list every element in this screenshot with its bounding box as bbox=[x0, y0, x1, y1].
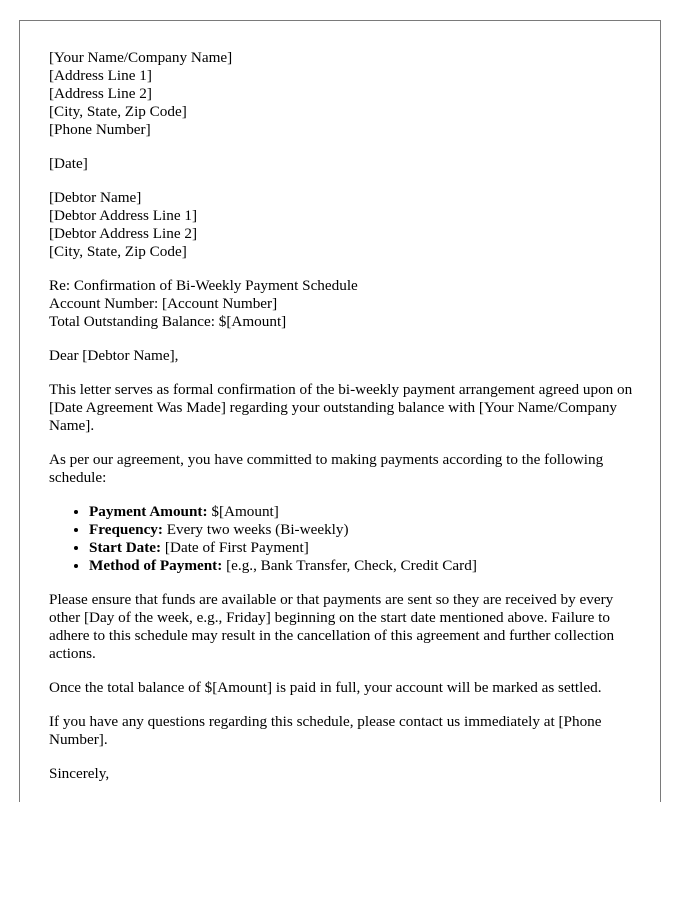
sender-address-line-2: [Address Line 2] bbox=[49, 85, 152, 102]
letter-content bbox=[49, 49, 639, 799]
date-text: [Date] bbox=[49, 155, 88, 172]
sender-city-state-zip: [City, State, Zip Code] bbox=[49, 103, 187, 120]
outstanding-balance-line: Total Outstanding Balance: $[Amount] bbox=[49, 313, 287, 330]
sender-name: [Your Name/Company Name] bbox=[49, 49, 233, 66]
schedule-term: Start Date: bbox=[89, 539, 162, 556]
list-item bbox=[89, 539, 639, 557]
recipient-address bbox=[49, 189, 639, 261]
subject-line: Re: Confirmation of Bi-Weekly Payment Schedule bbox=[49, 277, 358, 294]
recipient-address-line-2: [Debtor Address Line 2] bbox=[49, 225, 198, 242]
schedule-value: [Date of First Payment] bbox=[161, 539, 309, 556]
schedule-term: Frequency: bbox=[89, 521, 163, 538]
list-item bbox=[89, 557, 639, 575]
list-item bbox=[89, 521, 639, 539]
sender-phone: [Phone Number] bbox=[49, 121, 151, 138]
questions-paragraph: If you have any questions regarding this schedule, please contact us immediately at [Phone Number]. bbox=[49, 713, 602, 748]
recipient-city-state-zip: [City, State, Zip Code] bbox=[49, 243, 187, 260]
account-number-line: Account Number: [Account Number] bbox=[49, 295, 278, 312]
schedule-value: [e.g., Bank Transfer, Check, Credit Card] bbox=[222, 557, 477, 574]
recipient-name: [Debtor Name] bbox=[49, 189, 142, 206]
agreement-paragraph: As per our agreement, you have committed to making payments according to the following schedule: bbox=[49, 451, 604, 486]
schedule-term: Payment Amount: bbox=[89, 503, 208, 520]
schedule-value: Every two weeks (Bi-weekly) bbox=[162, 521, 349, 538]
letter-date bbox=[49, 155, 639, 173]
salutation: Dear [Debtor Name], bbox=[49, 347, 179, 364]
ensure-paragraph: Please ensure that funds are available or that payments are sent so they are received by every other [Day of the week, e.g., Friday] beginning on the start date mentioned above. Failure to adhere to this schedule may result in the cancellation of this agreement and further collection actions. bbox=[49, 591, 615, 662]
schedule-term: Method of Payment: bbox=[89, 557, 223, 574]
sender-address bbox=[49, 49, 639, 139]
letter-page bbox=[19, 20, 661, 802]
sender-address-line-1: [Address Line 1] bbox=[49, 67, 152, 84]
settled-paragraph: Once the total balance of $[Amount] is paid in full, your account will be marked as settled. bbox=[49, 679, 602, 696]
recipient-address-line-1: [Debtor Address Line 1] bbox=[49, 207, 198, 224]
payment-schedule-list bbox=[49, 503, 639, 575]
schedule-value: $[Amount] bbox=[207, 503, 279, 520]
closing: Sincerely, bbox=[49, 765, 110, 782]
intro-paragraph: This letter serves as formal confirmation of the bi-weekly payment arrangement agreed upon on [Date Agreement Was Made] regarding your outstanding balance with [Your Name/Company Name]. bbox=[49, 381, 633, 434]
reference-block bbox=[49, 277, 639, 331]
list-item bbox=[89, 503, 639, 521]
